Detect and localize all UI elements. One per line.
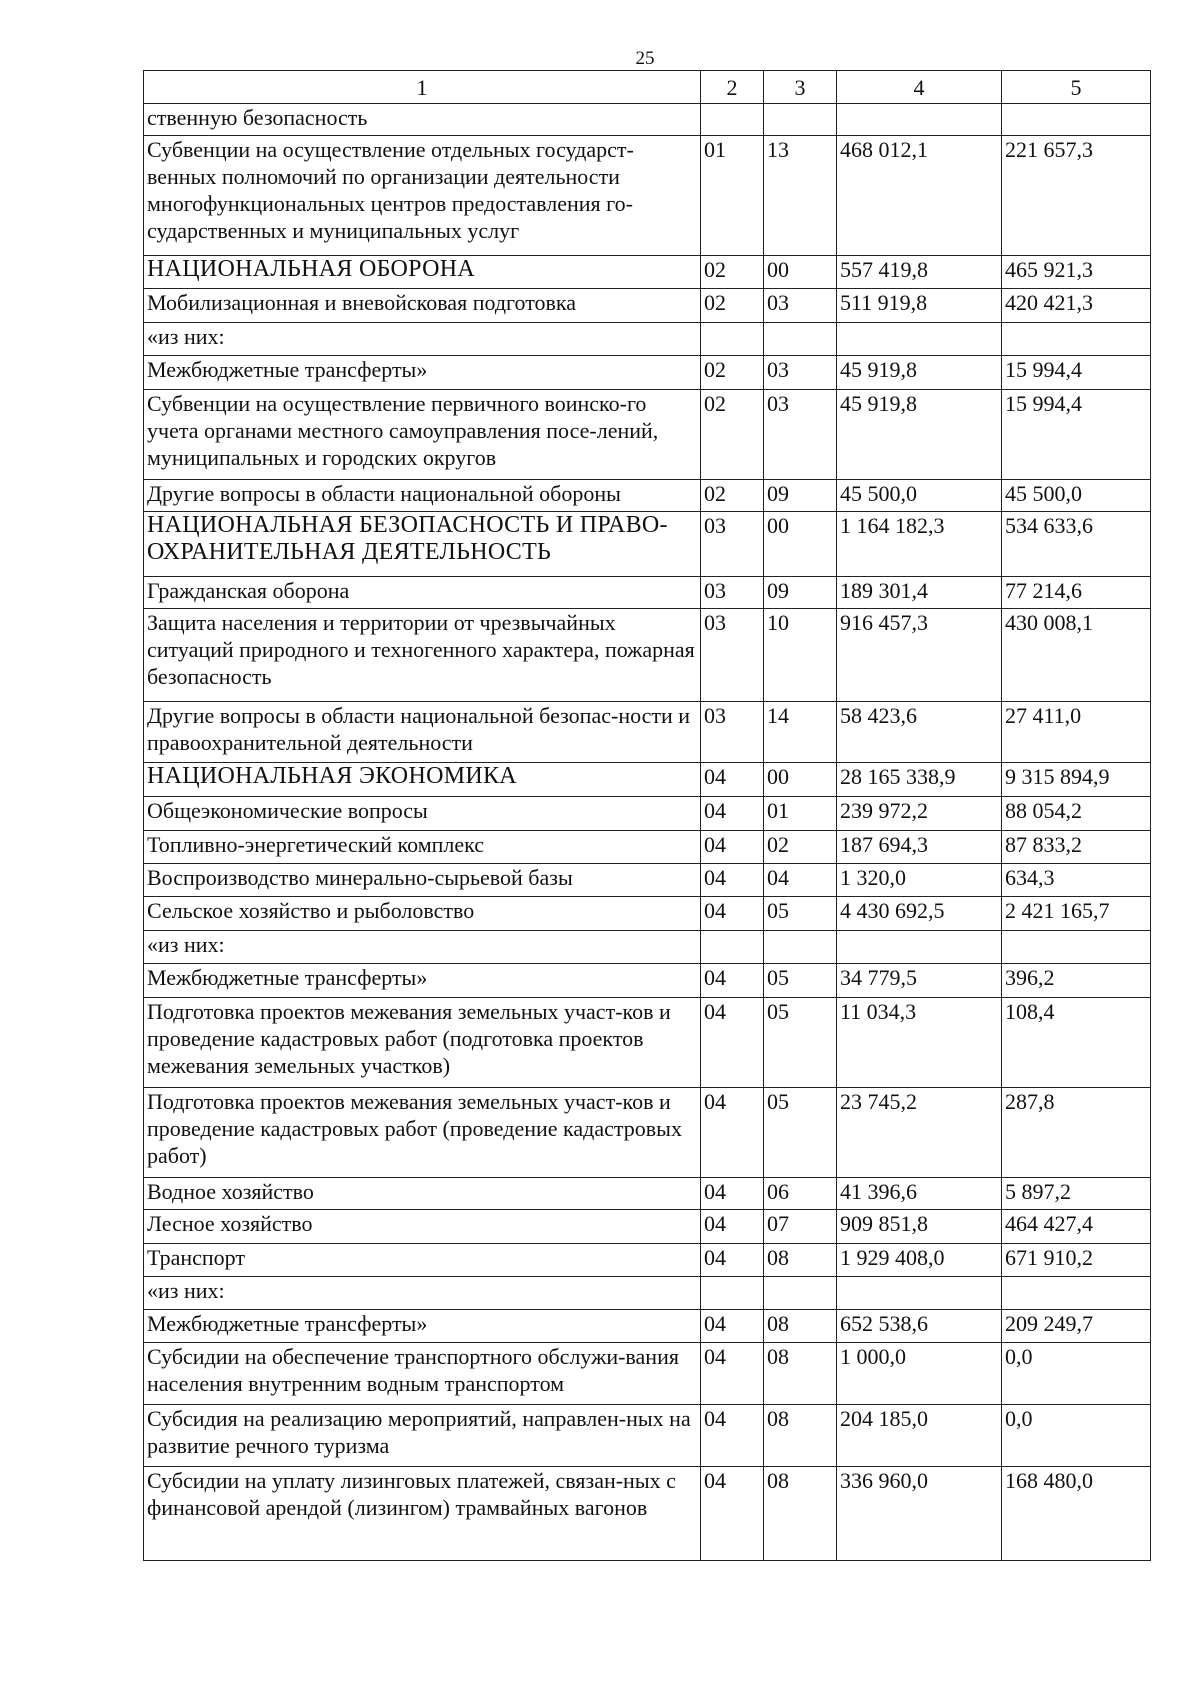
subsection-code-cell: 05: [764, 1088, 837, 1178]
amount-executed-cell: 15 994,4: [1002, 390, 1151, 480]
amount-approved-cell: 1 929 408,0: [837, 1244, 1002, 1277]
amount-approved-cell: 189 301,4: [837, 577, 1002, 609]
name-cell: Общеэкономические вопросы: [144, 797, 701, 831]
amount-approved-cell: 468 012,1: [837, 136, 1002, 256]
subsection-code-cell: 08: [764, 1244, 837, 1277]
amount-approved-cell: [837, 104, 1002, 136]
name-cell: ственную безопасность: [144, 104, 701, 136]
amount-approved-cell: 1 164 182,3: [837, 512, 1002, 577]
amount-executed-cell: 5 897,2: [1002, 1178, 1151, 1210]
subsection-code-cell: 08: [764, 1405, 837, 1467]
amount-executed-cell: 209 249,7: [1002, 1310, 1151, 1343]
section-code-cell: 04: [701, 897, 764, 931]
amount-executed-cell: 88 054,2: [1002, 797, 1151, 831]
subsection-code-cell: 03: [764, 356, 837, 390]
name-cell: Другие вопросы в области национальной безопас-ности и правоохранительной деятельности: [144, 702, 701, 763]
amount-executed-cell: 45 500,0: [1002, 480, 1151, 512]
section-code-cell: 04: [701, 964, 764, 998]
amount-approved-cell: 45 919,8: [837, 390, 1002, 480]
name-cell: Субвенции на осуществление первичного воинско-го учета органами местного самоуправления посе-лений, муниципальных и городских округов: [144, 390, 701, 480]
table-row: [144, 104, 1151, 136]
table-row: [144, 1405, 1151, 1467]
amount-executed-cell: [1002, 323, 1151, 356]
name-cell: Водное хозяйство: [144, 1178, 701, 1210]
section-code-cell: 01: [701, 136, 764, 256]
subsection-code-cell: 08: [764, 1467, 837, 1561]
table-row: [144, 390, 1151, 480]
section-code-cell: 02: [701, 390, 764, 480]
subsection-code-cell: 13: [764, 136, 837, 256]
amount-executed-cell: 108,4: [1002, 998, 1151, 1088]
name-cell: Воспроизводство минерально-сырьевой базы: [144, 864, 701, 897]
subsection-code-cell: 03: [764, 390, 837, 480]
amount-approved-cell: 336 960,0: [837, 1467, 1002, 1561]
amount-approved-cell: 58 423,6: [837, 702, 1002, 763]
name-cell: Сельское хозяйство и рыболовство: [144, 897, 701, 931]
budget-table: [143, 70, 1151, 1561]
subsection-code-cell: 08: [764, 1343, 837, 1405]
subsection-code-cell: 08: [764, 1310, 837, 1343]
table-row: [144, 1277, 1151, 1310]
header-cell-4: 4: [837, 71, 1002, 104]
section-code-cell: [701, 1277, 764, 1310]
table-row: [144, 1467, 1151, 1561]
amount-executed-cell: 396,2: [1002, 964, 1151, 998]
amount-executed-cell: 671 910,2: [1002, 1244, 1151, 1277]
section-code-cell: 04: [701, 1210, 764, 1244]
amount-approved-cell: 557 419,8: [837, 256, 1002, 289]
amount-approved-cell: 41 396,6: [837, 1178, 1002, 1210]
amount-executed-cell: 430 008,1: [1002, 609, 1151, 702]
table-row: [144, 1088, 1151, 1178]
section-code-cell: [701, 323, 764, 356]
subsection-code-cell: 09: [764, 577, 837, 609]
name-cell: НАЦИОНАЛЬНАЯ БЕЗОПАСНОСТЬ И ПРАВО-ОХРАНИТЕЛЬНАЯ ДЕЯТЕЛЬНОСТЬ: [144, 512, 701, 577]
amount-approved-cell: 652 538,6: [837, 1310, 1002, 1343]
header-cell-2: 2: [701, 71, 764, 104]
amount-executed-cell: 77 214,6: [1002, 577, 1151, 609]
section-code-cell: 02: [701, 289, 764, 323]
page-number: 25: [635, 48, 655, 69]
amount-approved-cell: 28 165 338,9: [837, 763, 1002, 797]
section-code-cell: 02: [701, 356, 764, 390]
name-cell: Подготовка проектов межевания земельных участ-ков и проведение кадастровых работ (подготовка проектов межевания земельных участков): [144, 998, 701, 1088]
name-cell: «из них:: [144, 931, 701, 964]
amount-approved-cell: 45 919,8: [837, 356, 1002, 390]
name-cell: Субсидии на уплату лизинговых платежей, связан-ных с финансовой арендой (лизингом) трамвайных вагонов: [144, 1467, 701, 1561]
subsection-code-cell: [764, 104, 837, 136]
name-cell: Субсидии на обеспечение транспортного обслужи-вания населения внутренним водным транспортом: [144, 1343, 701, 1405]
amount-executed-cell: 87 833,2: [1002, 831, 1151, 864]
section-code-cell: 04: [701, 763, 764, 797]
section-code-cell: 03: [701, 702, 764, 763]
amount-executed-cell: 534 633,6: [1002, 512, 1151, 577]
table-body: [144, 104, 1151, 1561]
table-row: [144, 256, 1151, 289]
amount-executed-cell: 2 421 165,7: [1002, 897, 1151, 931]
subsection-code-cell: 14: [764, 702, 837, 763]
name-cell: Субвенции на осуществление отдельных государст-венных полномочий по организации деятельности многофункциональных центров предоставления го-сударственных и муниципальных услуг: [144, 136, 701, 256]
table-row: [144, 964, 1151, 998]
table-row: [144, 763, 1151, 797]
table-row: [144, 577, 1151, 609]
amount-executed-cell: 634,3: [1002, 864, 1151, 897]
name-cell: Гражданская оборона: [144, 577, 701, 609]
table-row: [144, 931, 1151, 964]
amount-executed-cell: [1002, 931, 1151, 964]
amount-executed-cell: 287,8: [1002, 1088, 1151, 1178]
amount-approved-cell: 916 457,3: [837, 609, 1002, 702]
name-cell: Межбюджетные трансферты»: [144, 356, 701, 390]
name-cell: Лесное хозяйство: [144, 1210, 701, 1244]
name-cell: Межбюджетные трансферты»: [144, 964, 701, 998]
table-row: [144, 1210, 1151, 1244]
table-row: [144, 1343, 1151, 1405]
name-cell: Другие вопросы в области национальной обороны: [144, 480, 701, 512]
subsection-code-cell: 06: [764, 1178, 837, 1210]
section-code-cell: 04: [701, 1088, 764, 1178]
amount-executed-cell: 221 657,3: [1002, 136, 1151, 256]
header-cell-3: 3: [764, 71, 837, 104]
table-row: [144, 289, 1151, 323]
section-code-cell: 04: [701, 1244, 764, 1277]
table-row: [144, 1178, 1151, 1210]
name-cell: Защита населения и территории от чрезвычайных ситуаций природного и техногенного характера, пожарная безопасность: [144, 609, 701, 702]
section-code-cell: [701, 104, 764, 136]
amount-approved-cell: [837, 323, 1002, 356]
name-cell: Транспорт: [144, 1244, 701, 1277]
amount-approved-cell: 1 000,0: [837, 1343, 1002, 1405]
section-code-cell: 04: [701, 1343, 764, 1405]
table-row: [144, 864, 1151, 897]
amount-approved-cell: 23 745,2: [837, 1088, 1002, 1178]
section-code-cell: 04: [701, 864, 764, 897]
table-row: [144, 1244, 1151, 1277]
subsection-code-cell: 03: [764, 289, 837, 323]
section-code-cell: 03: [701, 609, 764, 702]
amount-executed-cell: 0,0: [1002, 1343, 1151, 1405]
amount-approved-cell: 909 851,8: [837, 1210, 1002, 1244]
subsection-code-cell: [764, 931, 837, 964]
subsection-code-cell: [764, 323, 837, 356]
subsection-code-cell: 04: [764, 864, 837, 897]
amount-executed-cell: 9 315 894,9: [1002, 763, 1151, 797]
name-cell: Мобилизационная и вневойсковая подготовка: [144, 289, 701, 323]
table-row: [144, 356, 1151, 390]
name-cell: Межбюджетные трансферты»: [144, 1310, 701, 1343]
section-code-cell: 04: [701, 1467, 764, 1561]
section-code-cell: 04: [701, 998, 764, 1088]
subsection-code-cell: 00: [764, 512, 837, 577]
table-row: [144, 897, 1151, 931]
table-row: [144, 998, 1151, 1088]
subsection-code-cell: 00: [764, 763, 837, 797]
header-cell-5: 5: [1002, 71, 1151, 104]
amount-executed-cell: 27 411,0: [1002, 702, 1151, 763]
name-cell: Подготовка проектов межевания земельных участ-ков и проведение кадастровых работ (проведение кадастровых работ): [144, 1088, 701, 1178]
header-cell-1: 1: [144, 71, 701, 104]
subsection-code-cell: 00: [764, 256, 837, 289]
table-row: [144, 609, 1151, 702]
subsection-code-cell: 09: [764, 480, 837, 512]
subsection-code-cell: 02: [764, 831, 837, 864]
section-code-cell: 04: [701, 797, 764, 831]
amount-approved-cell: 187 694,3: [837, 831, 1002, 864]
amount-approved-cell: 1 320,0: [837, 864, 1002, 897]
section-code-cell: 04: [701, 1178, 764, 1210]
table-row: [144, 831, 1151, 864]
amount-executed-cell: 15 994,4: [1002, 356, 1151, 390]
table-row: [144, 512, 1151, 577]
subsection-code-cell: 01: [764, 797, 837, 831]
section-code-cell: 02: [701, 480, 764, 512]
amount-approved-cell: 34 779,5: [837, 964, 1002, 998]
subsection-code-cell: 05: [764, 998, 837, 1088]
subsection-code-cell: 10: [764, 609, 837, 702]
section-code-cell: 03: [701, 512, 764, 577]
section-code-cell: [701, 931, 764, 964]
amount-approved-cell: 511 919,8: [837, 289, 1002, 323]
table-row: [144, 1310, 1151, 1343]
amount-approved-cell: 239 972,2: [837, 797, 1002, 831]
amount-executed-cell: 464 427,4: [1002, 1210, 1151, 1244]
table-row: [144, 702, 1151, 763]
name-cell: Топливно-энергетический комплекс: [144, 831, 701, 864]
amount-approved-cell: 11 034,3: [837, 998, 1002, 1088]
name-cell: «из них:: [144, 1277, 701, 1310]
table-row: [144, 136, 1151, 256]
amount-executed-cell: [1002, 104, 1151, 136]
table-row: [144, 797, 1151, 831]
amount-executed-cell: 465 921,3: [1002, 256, 1151, 289]
section-code-cell: 02: [701, 256, 764, 289]
section-code-cell: 03: [701, 577, 764, 609]
amount-executed-cell: [1002, 1277, 1151, 1310]
amount-approved-cell: [837, 1277, 1002, 1310]
table-row: [144, 323, 1151, 356]
amount-approved-cell: [837, 931, 1002, 964]
name-cell: НАЦИОНАЛЬНАЯ ЭКОНОМИКА: [144, 763, 701, 797]
amount-approved-cell: 204 185,0: [837, 1405, 1002, 1467]
amount-executed-cell: 0,0: [1002, 1405, 1151, 1467]
header-row: [144, 71, 1151, 104]
amount-approved-cell: 4 430 692,5: [837, 897, 1002, 931]
subsection-code-cell: 05: [764, 897, 837, 931]
name-cell: НАЦИОНАЛЬНАЯ ОБОРОНА: [144, 256, 701, 289]
amount-executed-cell: 420 421,3: [1002, 289, 1151, 323]
name-cell: «из них:: [144, 323, 701, 356]
section-code-cell: 04: [701, 831, 764, 864]
amount-approved-cell: 45 500,0: [837, 480, 1002, 512]
subsection-code-cell: 07: [764, 1210, 837, 1244]
subsection-code-cell: 05: [764, 964, 837, 998]
name-cell: Субсидия на реализацию мероприятий, направлен-ных на развитие речного туризма: [144, 1405, 701, 1467]
amount-executed-cell: 168 480,0: [1002, 1467, 1151, 1561]
section-code-cell: 04: [701, 1310, 764, 1343]
table-row: [144, 480, 1151, 512]
section-code-cell: 04: [701, 1405, 764, 1467]
subsection-code-cell: [764, 1277, 837, 1310]
